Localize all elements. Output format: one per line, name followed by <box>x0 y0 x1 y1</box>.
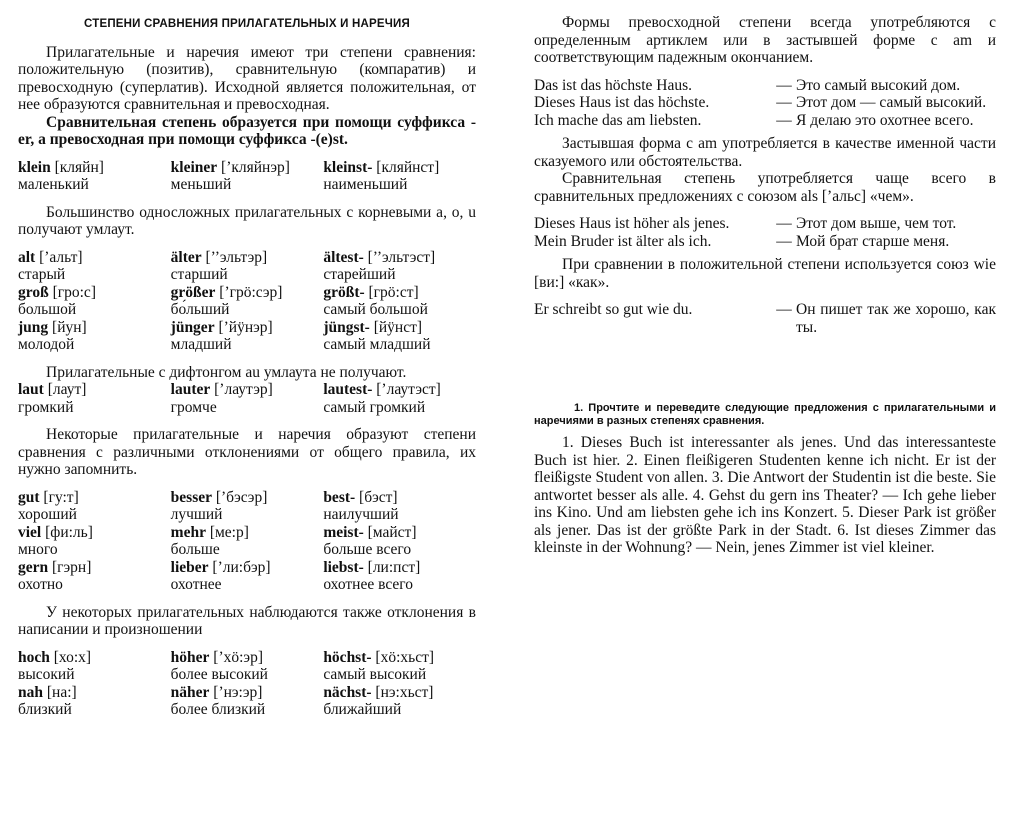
russian-translation: Этот дом — самый высокий. <box>796 94 987 111</box>
spelling-rows <box>18 649 476 719</box>
translation-cell: старший <box>170 266 228 283</box>
german-sentence: Mein Bruder ist älter als ich. <box>534 232 712 250</box>
translation-cell: самый громкий <box>323 398 426 416</box>
russian-translation: Я делаю это охотнее всего. <box>796 111 974 129</box>
word-form-cell: ältest- [’’эльтэст] <box>323 248 436 266</box>
example-row <box>534 94 996 112</box>
word-forms-row <box>18 319 476 337</box>
word-form-cell: größt- [грӧ:ст] <box>323 283 419 301</box>
dash-separator: — <box>776 76 792 94</box>
irregular-table <box>18 489 476 594</box>
exercise-text: 1. Dieses Buch ist interessanter als jenes. Und das interessanteste Buch ist hier. 2. Einen fleißigeren Studenten kenne ich nicht. Er ist der fleißigste Student von allen. 3. Die Antwort der Studentin ist die beste. Sie antwortet besser als alle. 4. Gehst du gern ins Theater? — Ich gehe lieber ins Kino. Und am liebsten gehe ich ins Konzert. 5. Dieser Park ist größer als jener. Das ist der größte Park in der Stadt. 6. Ist dieses Zimmer das kleinste in der Wohnung? — Nein, jenes Zimmer ist viel kleiner. <box>534 434 996 556</box>
translation-cell: самый младший <box>323 336 431 353</box>
als-example-rows <box>534 215 996 250</box>
translation-cell: близкий <box>18 701 72 718</box>
word-form-cell: kleinst- [кляйнст] <box>323 158 440 176</box>
wie-examples <box>534 301 996 336</box>
german-sentence: Das ist das höchste Haus. <box>534 76 692 94</box>
umlaut-table <box>18 249 476 354</box>
translation-row <box>18 336 476 354</box>
word-form-cell: lauter [’лаутэр] <box>170 381 273 398</box>
irregular-rule-paragraph: Некоторые прилагательные и наречия образуют степени сравнения с различными отклонениями от общего правила, их нужно запомнить. <box>18 426 476 478</box>
translation-cell: больше всего <box>323 541 412 558</box>
german-sentence: Er schreibt so gut wie du. <box>534 301 693 318</box>
word-forms-row <box>18 381 476 399</box>
umlaut-rule-paragraph: Большинство односложных прилагательных с корневыми a, o, u получают умлаут. <box>18 203 476 238</box>
word-forms-row <box>18 524 476 542</box>
translation-row <box>18 576 476 594</box>
translation-cell: самый высокий <box>323 666 427 683</box>
spelling-rule-paragraph: У некоторых прилагательных наблюдаются также отклонения в написании и произношении <box>18 603 476 638</box>
intro-paragraph: Прилагательные и наречия имеют три степени сравнения: положительную (позитив), сравнительную (компаратив) и превосходную (суперлатив). Исходной является положительная, от нее образуются сравнительная и превосходная. <box>18 43 476 113</box>
translation-cell: хороший <box>18 506 77 523</box>
als-examples <box>534 215 996 250</box>
word-form-cell: gut [гу:т] <box>18 488 79 506</box>
am-rule-paragraph: Застывшая форма с am употребляется в качестве именной части сказуемого или обстоятельства. <box>534 135 996 170</box>
word-forms-row <box>18 284 476 302</box>
translation-row <box>18 176 476 194</box>
wie-example-rows <box>534 301 996 336</box>
spelling-table <box>18 649 476 719</box>
translation-row <box>18 399 476 417</box>
word-form-cell: höchst- [хӧ:хьст] <box>323 648 435 666</box>
laut-rows <box>18 381 476 416</box>
translation-cell: громкий <box>18 398 74 416</box>
translation-cell: самый большой <box>323 301 428 318</box>
exercise-title: 1. Прочтите и переведите следующие предложения с прилагательными и наречиями в разных степенях сравнения. <box>534 402 996 427</box>
translation-cell: охотно <box>18 576 63 593</box>
right-column <box>534 0 996 557</box>
translation-cell: большой <box>18 301 77 318</box>
word-form-cell: nächst- [нэ:хьст] <box>323 683 434 701</box>
word-form-cell: älter [’’эльтэр] <box>170 248 268 266</box>
russian-translation: Он пишет так же хорошо, как ты. <box>796 301 996 336</box>
word-form-cell: höher [’хӧ:эр] <box>170 648 263 666</box>
translation-cell: бо́льший <box>170 301 230 318</box>
translation-cell: меньший <box>170 176 232 193</box>
suffix-rule-paragraph: Сравнительная степень образуется при помощи суффикса -er, а превосходная при помощи суффикса -(e)st. <box>18 113 476 148</box>
translation-cell: охотнее <box>170 576 222 593</box>
german-sentence: Dieses Haus ist höher als jenes. <box>534 215 730 232</box>
word-form-cell: jung [йун] <box>18 318 87 336</box>
german-sentence: Dieses Haus ist das höchste. <box>534 94 710 111</box>
word-form-cell: größer [’грӧ:сэр] <box>170 283 283 301</box>
translation-cell: старый <box>18 266 66 283</box>
russian-translation: Мой брат старше меня. <box>796 232 950 250</box>
translation-cell: наименьший <box>323 176 408 193</box>
word-form-cell: besser [’бэсэр] <box>170 488 268 506</box>
example-row <box>534 233 996 251</box>
russian-translation: Это самый высокий дом. <box>796 76 961 94</box>
translation-cell: маленький <box>18 176 89 193</box>
translation-cell: охотнее всего <box>323 576 413 593</box>
word-form-cell: liebst- [ли:пст] <box>323 558 421 576</box>
russian-translation: Этот дом выше, чем тот. <box>796 215 957 232</box>
translation-cell: больше <box>170 541 220 558</box>
word-form-cell: alt [’альт] <box>18 248 83 266</box>
translation-row <box>18 666 476 684</box>
wie-rule-paragraph: При сравнении в положительной степени используется союз wie [ви:] «как». <box>534 256 996 291</box>
translation-row <box>18 541 476 559</box>
klein-table <box>18 159 476 194</box>
word-form-cell: gern [гэрн] <box>18 558 92 576</box>
word-forms-row <box>18 249 476 267</box>
word-form-cell: jünger [’йӱнэр] <box>170 318 273 336</box>
translation-cell: наилучший <box>323 506 399 523</box>
word-form-cell: laut [лаут] <box>18 381 87 398</box>
example-row <box>534 215 996 233</box>
translation-cell: более близкий <box>170 701 266 718</box>
superlative-rule-paragraph: Формы превосходной степени всегда употребляются с определенным артиклем или в застывшей форме с am и соответствующим падежным окончанием. <box>534 14 996 66</box>
dash-separator: — <box>776 94 792 111</box>
translation-cell: более высокий <box>170 666 268 683</box>
word-form-cell: best- [бэст] <box>323 488 398 506</box>
translation-row <box>18 701 476 719</box>
word-form-cell: klein [кляйн] <box>18 158 104 176</box>
word-forms-row <box>18 559 476 577</box>
translation-cell: много <box>18 541 58 558</box>
laut-table <box>18 381 476 416</box>
section-title: СТЕПЕНИ СРАВНЕНИЯ ПРИЛАГАТЕЛЬНЫХ И НАРЕЧИЯ <box>84 18 410 30</box>
umlaut-rows <box>18 249 476 354</box>
word-form-cell: lautest- [’лаутэст] <box>323 381 441 398</box>
irregular-rows <box>18 489 476 594</box>
translation-cell: старейший <box>323 266 396 283</box>
superlative-examples <box>534 77 996 130</box>
example-row <box>534 112 996 130</box>
au-rule-paragraph: Прилагательные с дифтонгом au умлаута не получают. <box>46 363 407 381</box>
dash-separator: — <box>776 215 792 232</box>
translation-cell: высокий <box>18 666 75 683</box>
dash-separator: — <box>776 111 792 129</box>
dash-separator: — <box>776 301 792 318</box>
word-form-cell: näher [’нэ:эр] <box>170 683 263 701</box>
german-sentence: Ich mache das am liebsten. <box>534 111 702 129</box>
word-form-cell: viel [фи:ль] <box>18 523 93 541</box>
als-rule-paragraph: Сравнительная степень употребляется чаще всего в сравнительных предложениях с союзом als [’альс] «чем». <box>534 170 996 205</box>
word-form-cell: jüngst- [йӱнст] <box>323 318 423 336</box>
example-row <box>534 301 996 336</box>
translation-cell: ближайший <box>323 701 402 718</box>
example-row <box>534 77 996 95</box>
word-forms-row <box>18 159 476 177</box>
dash-separator: — <box>776 232 792 250</box>
translation-row <box>18 266 476 284</box>
word-form-cell: nah [на:] <box>18 683 77 701</box>
left-column <box>18 0 476 719</box>
word-forms-row <box>18 489 476 507</box>
word-form-cell: hoch [хо:х] <box>18 648 92 666</box>
klein-rows <box>18 159 476 194</box>
translation-row <box>18 301 476 319</box>
superlative-example-rows <box>534 77 996 130</box>
translation-cell: молодой <box>18 336 75 353</box>
word-form-cell: lieber [’ли:бэр] <box>170 558 271 576</box>
word-form-cell: meist- [майст] <box>323 523 417 541</box>
translation-row <box>18 506 476 524</box>
translation-cell: громче <box>170 398 217 416</box>
word-forms-row <box>18 684 476 702</box>
word-form-cell: groß [гро:с] <box>18 283 96 301</box>
translation-cell: лучший <box>170 506 223 523</box>
word-form-cell: kleiner [’кляйнэр] <box>170 158 290 176</box>
translation-cell: младший <box>170 336 232 353</box>
word-form-cell: mehr [ме:р] <box>170 523 249 541</box>
word-forms-row <box>18 649 476 667</box>
